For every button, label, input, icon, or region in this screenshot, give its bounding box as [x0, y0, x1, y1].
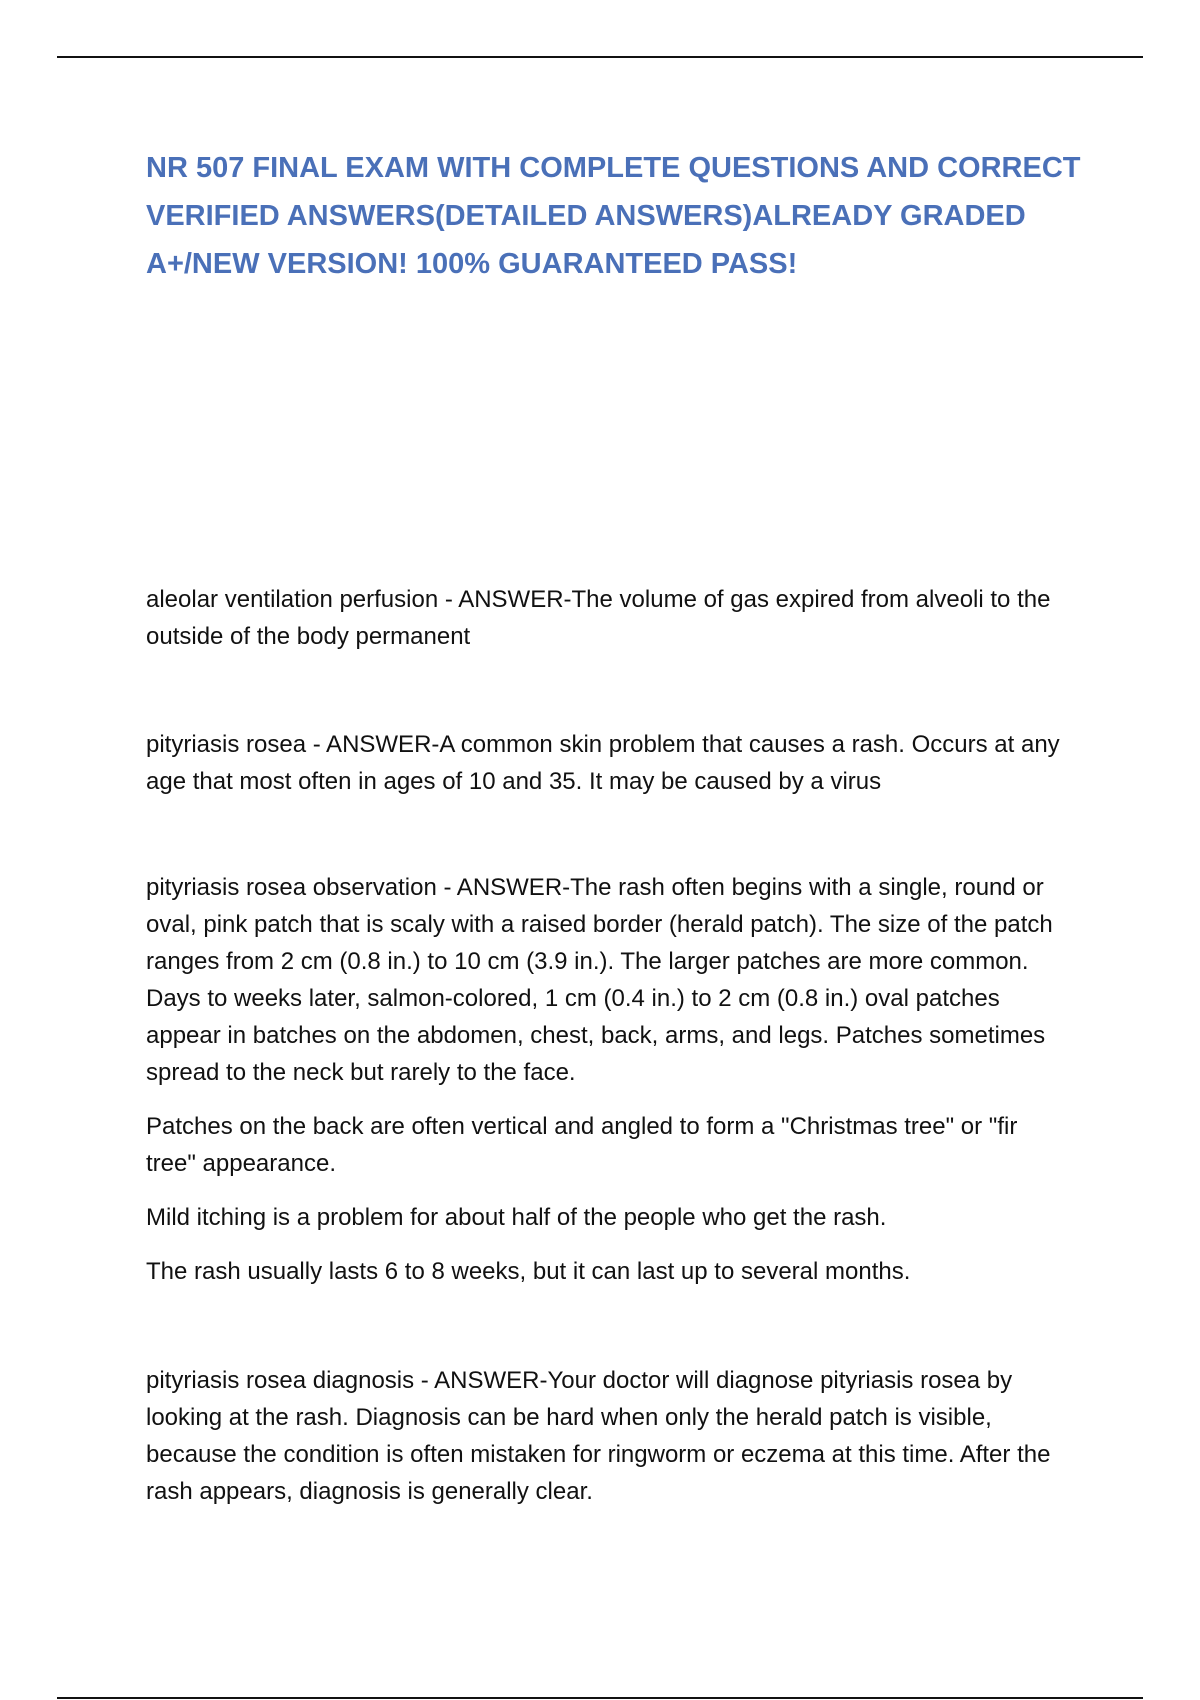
qa-paragraph: pityriasis rosea diagnosis - ANSWER-Your doctor will diagnose pityriasis rosea by looking at the rash. Diagnosis can be hard when only the herald patch is visible, because the condition is often mistaken for ringworm or eczema at this time. After the rash appears, diagnosis is generally clear. — [146, 1367, 1051, 1505]
header-rule — [57, 56, 1143, 58]
qa-entry-pityriasis-rosea — [146, 726, 1066, 800]
qa-paragraph: The rash usually lasts 6 to 8 weeks, but it can last up to several months. — [146, 1258, 911, 1285]
qa-paragraph: Mild itching is a problem for about half of the people who get the rash. — [146, 1204, 887, 1231]
qa-paragraph: pityriasis rosea observation - ANSWER-The rash often begins with a single, round or oval, pink patch that is scaly with a raised border (herald patch). The size of the patch ranges from 2 cm (0.8 in.) to 10 cm (3.9 in.). The larger patches are more common. Days to weeks later, salmon-colored, 1 cm (0.4 in.) to 2 cm (0.8 in.) oval patches appear in batches on the abdomen, chest, back, arms, and legs. Patches sometimes spread to the neck but rarely to the face. — [146, 874, 1053, 1086]
document-title: NR 507 FINAL EXAM WITH COMPLETE QUESTIONS AND CORRECT VERIFIED ANSWERS(DETAILED ANSWERS)ALREADY GRADED A+/NEW VERSION! 100% GUARANTEED PASS! — [146, 152, 1081, 280]
footer-rule — [57, 1697, 1143, 1699]
qa-entry-pityriasis-rosea-diagnosis — [146, 1362, 1066, 1510]
qa-entry-alveolar-ventilation — [146, 581, 1066, 655]
qa-entry-pityriasis-rosea-observation — [146, 869, 1066, 1290]
qa-paragraph: Patches on the back are often vertical and angled to form a "Christmas tree" or "fir tree" appearance. — [146, 1113, 1018, 1177]
qa-paragraph: pityriasis rosea - ANSWER-A common skin problem that causes a rash. Occurs at any age that most often in ages of 10 and 35. It may be caused by a virus — [146, 731, 1060, 795]
qa-paragraph: aleolar ventilation perfusion - ANSWER-The volume of gas expired from alveoli to the outside of the body permanent — [146, 586, 1051, 650]
